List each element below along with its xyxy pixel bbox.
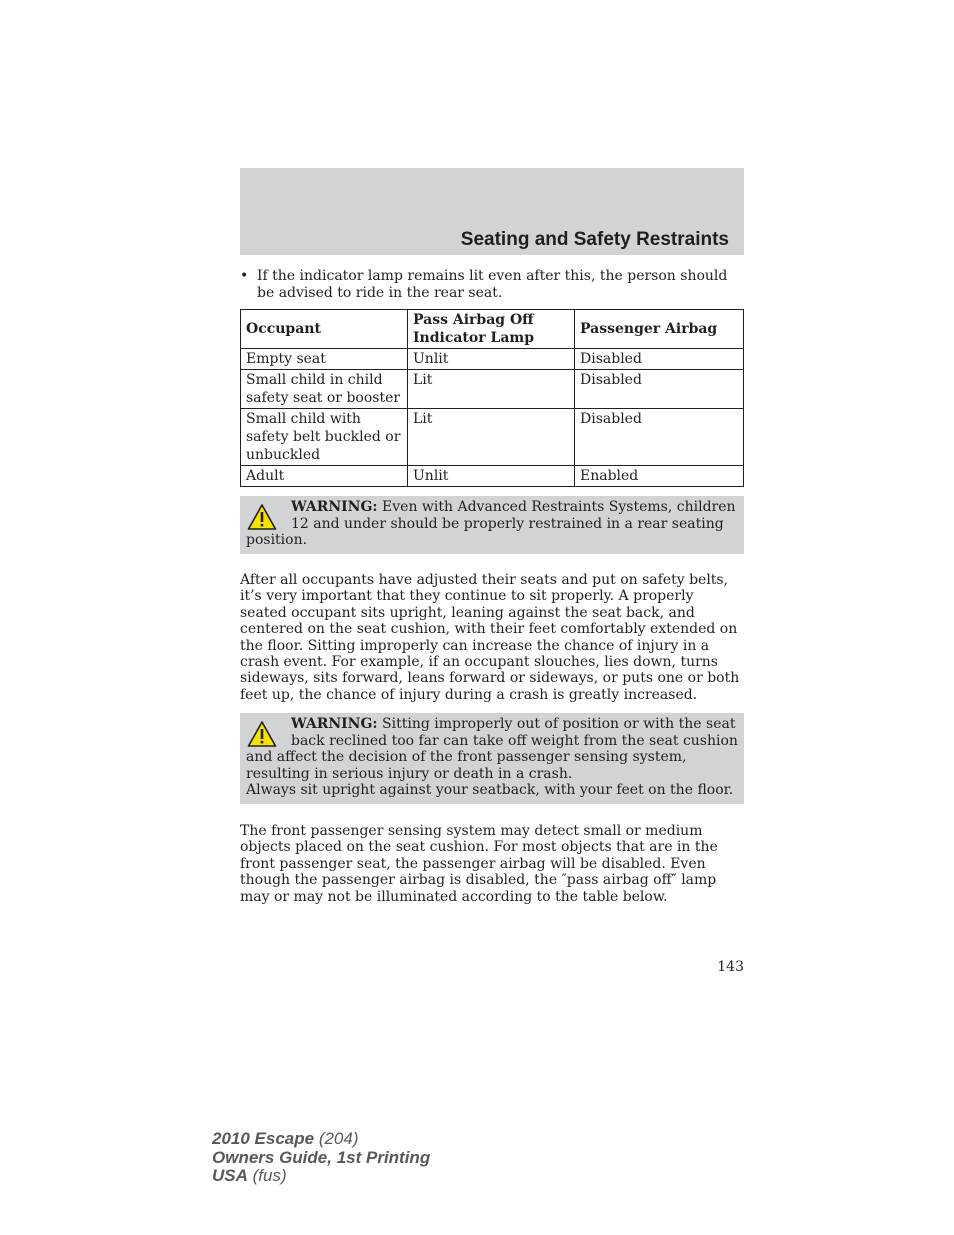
table-header-cell: Occupant [241, 310, 408, 349]
page-number: 143 [717, 959, 744, 975]
bullet-item [240, 268, 744, 302]
footer-line-model [212, 1130, 430, 1149]
body-paragraph-sensing-system: The front passenger sensing system may detect small or medium objects placed on the seat cushion. For most objects that are in the front passenger seat, the passenger airbag will be disabled. Even though the passenger airbag is disabled, the ″pass airbag off″ lamp may or may not be illuminated according to the table below. [240, 823, 718, 905]
table-row [241, 349, 744, 370]
table-cell: Enabled [575, 466, 744, 487]
table-cell: Unlit [408, 466, 575, 487]
bullet-text: If the indicator lamp remains lit even after this, the person should be advised to ride in the rear seat. [257, 268, 728, 301]
warning-label: WARNING: [291, 499, 378, 515]
table-cell: Small child in child safety seat or booster [241, 370, 408, 409]
table-header-cell: Pass Airbag Off Indicator Lamp [408, 310, 575, 349]
table-row [241, 370, 744, 409]
table-row [241, 466, 744, 487]
table-cell: Small child with safety belt buckled or unbuckled [241, 409, 408, 466]
table-row [241, 409, 744, 466]
warning-box-seating-position [240, 713, 744, 804]
footer-model: 2010 Escape [212, 1129, 315, 1148]
warning-label: WARNING: [291, 716, 378, 732]
table-cell: Disabled [575, 349, 744, 370]
table-cell: Lit [408, 370, 575, 409]
warning-text: Even with Advanced Restraints Systems, children 12 and under should be properly restrained in a rear seating position. [246, 499, 736, 548]
document-footer [212, 1130, 430, 1186]
warning-text-secondary: Always sit upright against your seatback, with your feet on the floor. [246, 782, 734, 798]
section-header-band [240, 168, 744, 255]
body-paragraph-sitting: After all occupants have adjusted their seats and put on safety belts, it’s very important that they continue to sit properly. A properly seated occupant sits upright, leaning against the seat back, and centered on the seat cushion, with their feet comfortably extended on the floor. Sitting improperly can increase the chance of injury in a crash event. For example, if an occupant slouches, lies down, turns sideways, sits forward, leans forward or sideways, or puts one or both feet up, the chance of injury during a crash is greatly increased. [240, 572, 740, 703]
footer-market: USA [212, 1166, 248, 1185]
table-cell: Lit [408, 409, 575, 466]
warning-triangle-icon [247, 720, 277, 748]
table-cell: Disabled [575, 370, 744, 409]
warning-triangle-icon [247, 503, 277, 531]
footer-model-code: (204) [314, 1129, 359, 1148]
footer-market-code: (fus) [247, 1166, 287, 1185]
table-cell: Unlit [408, 349, 575, 370]
footer-guide: Owners Guide, 1st Printing [212, 1147, 431, 1167]
airbag-status-table [240, 309, 744, 487]
footer-line-guide [212, 1149, 430, 1168]
warning-box-child-restraint [240, 496, 744, 554]
table-header-cell: Passenger Airbag [575, 310, 744, 349]
table-cell: Disabled [575, 409, 744, 466]
table-cell: Empty seat [241, 349, 408, 370]
table-cell: Adult [241, 466, 408, 487]
table-header-row [241, 310, 744, 349]
footer-line-market [212, 1167, 430, 1186]
section-title: Seating and Safety Restraints [460, 229, 729, 250]
bullet-marker: • [240, 268, 249, 284]
warning-text: Sitting improperly out of position or with the seat back reclined too far can take off weight from the seat cushion and affect the decision of the front passenger sensing system, resulting in serious injury or death in a crash. [246, 716, 738, 782]
